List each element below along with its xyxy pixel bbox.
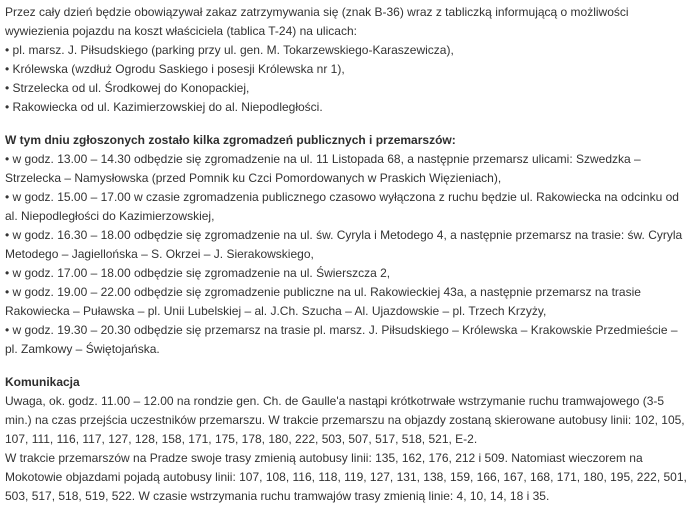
assembly-line: • w godz. 15.00 – 17.00 w czasie zgromadzenia publicznego czasowo wyłączona z ruchu będzie ul. Rakowiecka na odcinku od [5, 190, 679, 204]
assembly-line: al. Niepodległości do Kazimierzowskiej, [5, 209, 215, 223]
transport-line: min.) na czas przejścia uczestników przemarszu. W trakcie przemarszu na objazdy zostaną skierowane autobusy linii: 102, 105, [5, 413, 685, 427]
intro-line: wywiezienia pojazdu na koszt właściciela (tablica T-24) na ulicach: [5, 24, 357, 38]
assembly-line: • w godz. 13.00 – 14.30 odbędzie się zgromadzenie na ul. 11 Listopada 68, a następnie przemarsz ulicami: Szwedzka – [5, 152, 641, 166]
assemblies-heading: W tym dniu zgłoszonych zostało kilka zgromadzeń publicznych i przemarszów: [5, 133, 456, 147]
transport-section [5, 373, 685, 506]
assembly-line: • w godz. 19.30 – 20.30 odbędzie się przemarsz na trasie pl. marsz. J. Piłsudskiego – Królewska – Krakowskie Przedmieście – [5, 323, 678, 337]
street-item: • Strzelecka od ul. Środkowej do Konopackiej, [5, 81, 250, 95]
street-item: • Królewska (wzdłuż Ogrodu Saskiego i posesji Królewska nr 1), [5, 62, 345, 76]
assembly-line: pl. Zamkowy – Świętojańska. [5, 342, 160, 356]
paragraph-gap [5, 117, 685, 131]
transport-line: 107, 111, 116, 117, 127, 128, 158, 171, 175, 178, 180, 222, 503, 507, 517, 518, 521, E-2. [5, 432, 478, 446]
assembly-line: • w godz. 19.00 – 22.00 odbędzie się zgromadzenie publiczne na ul. Rakowieckiej 43a, a następnie przemarsz na trasie [5, 285, 641, 299]
assemblies-section [5, 131, 685, 359]
assembly-line: • w godz. 17.00 – 18.00 odbędzie się zgromadzenie na ul. Świerszcza 2, [5, 266, 391, 280]
transport-line: Mokotowie objazdami pojadą autobusy linii: 107, 108, 116, 118, 119, 127, 131, 138, 159, 166, 167, 168, 171, 180, 195, 222, 501, [5, 470, 687, 484]
intro-line: Przez cały dzień będzie obowiązywał zakaz zatrzymywania się (znak B-36) wraz z tabliczką informującą o możliwości [5, 5, 629, 19]
assembly-line: Strzelecka – Namysłowska (przed Pomnik ku Czci Pomordowanych w Praskich Więzieniach), [5, 171, 502, 185]
assembly-line: Metodego – Jagiellońska – S. Okrzei – J. Sierakowskiego, [5, 247, 314, 261]
transport-heading: Komunikacja [5, 375, 80, 389]
transport-line: Uwaga, ok. godz. 11.00 – 12.00 na rondzie gen. Ch. de Gaulle'a nastąpi krótkotrwałe wstrzymanie ruchu tramwajowego (3-5 [5, 394, 665, 408]
street-item: • Rakowiecka od ul. Kazimierzowskiej do al. Niepodległości. [5, 100, 323, 114]
paragraph-gap [5, 359, 685, 373]
assembly-line: Rakowiecka – Puławska – pl. Unii Lubelskiej – al. J.Ch. Szucha – Al. Ujazdowskie – pl. Trzech Krzyży, [5, 304, 547, 318]
street-item: • pl. marsz. J. Piłsudskiego (parking przy ul. gen. M. Tokarzewskiego-Karaszewicza), [5, 43, 454, 57]
parking-ban-section [5, 3, 685, 117]
assembly-line: • w godz. 16.30 – 18.00 odbędzie się zgromadzenie na ul. św. Cyryla i Metodego 4, a następnie przemarsz na trasie: św. Cyryla [5, 228, 683, 242]
transport-line: 503, 517, 518, 519, 522. W czasie wstrzymania ruchu tramwajów trasy zmienią linie: 4, 10, 14, 18 i 35. [5, 489, 550, 503]
transport-line: W trakcie przemarszów na Pradze swoje trasy zmienią autobusy linii: 135, 162, 176, 212 i 509. Natomiast wieczorem na [5, 451, 643, 465]
